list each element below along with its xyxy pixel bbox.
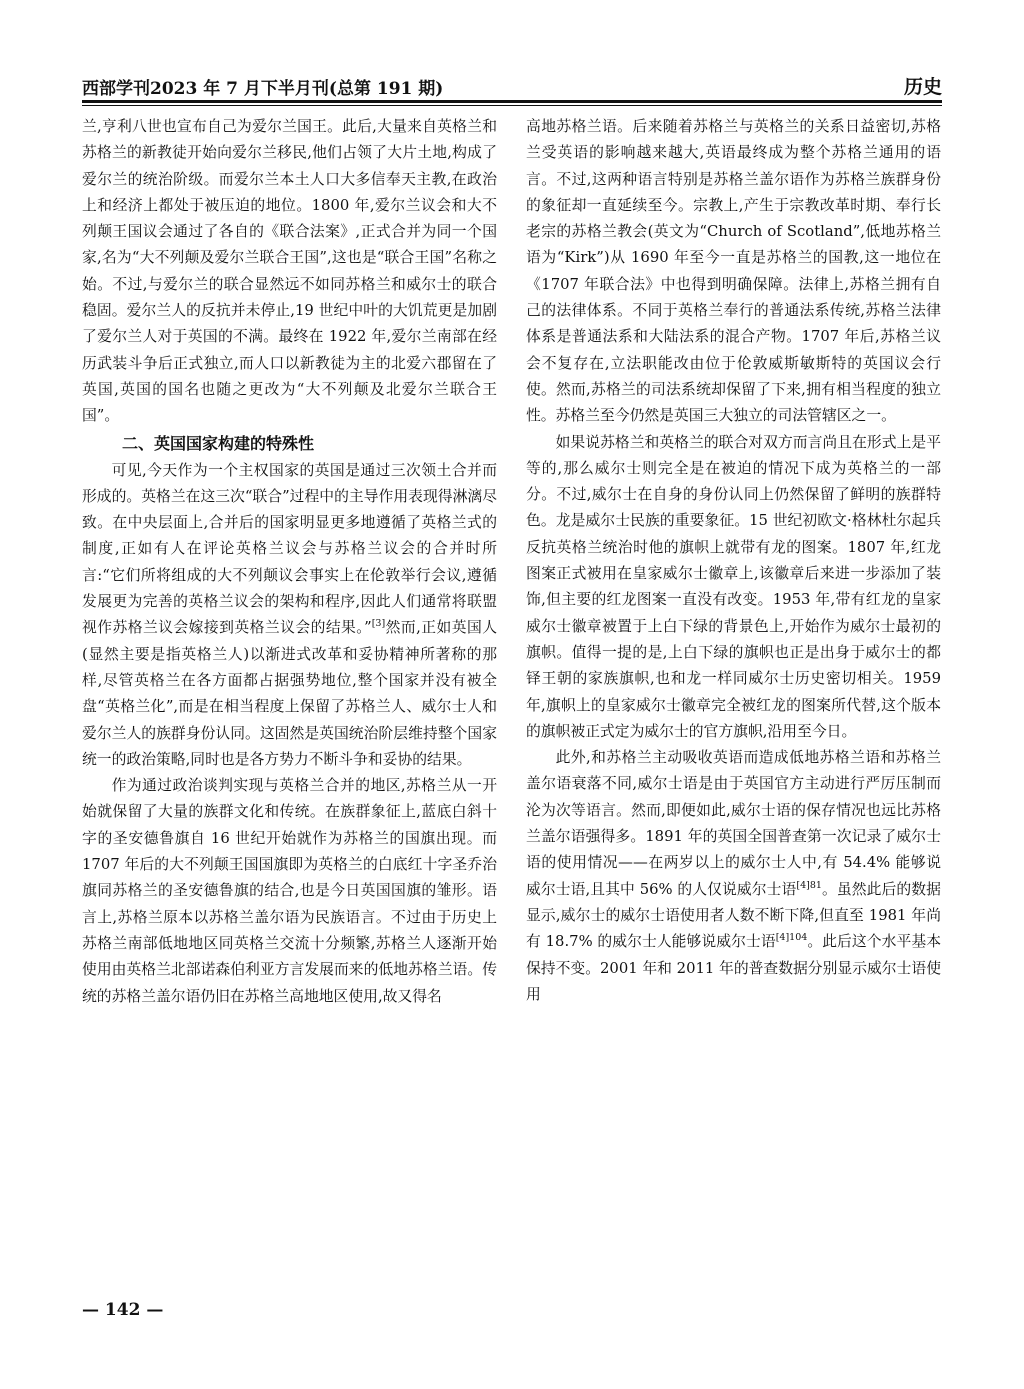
paragraph: 高地苏格兰语。后来随着苏格兰与英格兰的关系日益密切,苏格兰受英语的影响越来越大,英语最终成为整个苏格兰通用的语言。不过,这两种语言特别是苏格兰盖尔语作为苏格兰族群身份的象征却一直延续至今。宗教上,产生于宗教改革时期、奉行长老宗的苏格兰教会(英文为“Church of Scotland”,低地苏格兰语为“Kirk”)从 1690 年至今一直是苏格兰的国教,这一地位在《1707 年联合法》中也得到明确保障。法律上,苏格兰拥有自己的法律体系。不同于英格兰奉行的普通法系传统,苏格兰法律体系是普通法系和大陆法系的混合产物。1707 年后,苏格兰议会不复存在,立法职能改由位于伦敦威斯敏斯特的英国议会行使。然而,苏格兰的司法系统却保留了下来,拥有相当程度的独立性。苏格兰至今仍然是英国三大独立的司法管辖区之一。 <box>526 118 941 425</box>
paragraph: 作为通过政治谈判实现与英格兰合并的地区,苏格兰从一开始就保留了大量的族群文化和传统。在族群象征上,蓝底白斜十字的圣安德鲁旗自 16 世纪开始就作为苏格兰的国旗出现。而 1707 年后的大不列颠王国国旗即为英格兰的白底红十字圣乔治旗同苏格兰的圣安德鲁旗的结合,也是今日英国国旗的雏形。语言上,苏格兰原本以苏格兰盖尔语为民族语言。不过由于历史上苏格兰南部低地地区同英格兰交流十分频繁,苏格兰人逐渐开始使用由英格兰北部诺森伯利亚方言发展而来的低地苏格兰语。传统的苏格兰盖尔语仍旧在苏格兰高地地区使用,故又得名 <box>82 777 497 1005</box>
right-column <box>526 114 941 1008</box>
paragraph-text: 然而,正如英国人(显然主要是指英格兰人)以渐进式改革和妥协精神所著称的那样,尽管英格兰在各方面都占据强势地位,整个国家并没有被全盘“英格兰化”,而是在相当程度上保留了苏格兰人、威尔士人和爱尔兰人的族群身份认同。这固然是英国统治阶层维持整个国家统一的政治策略,同时也是各方势力不断斗争和妥协的结果。 <box>82 619 497 768</box>
page-number: — 142 — <box>82 1300 164 1320</box>
paragraph: 兰,亨利八世也宣布自己为爱尔兰国王。此后,大量来自英格兰和苏格兰的新教徒开始向爱尔兰移民,他们占领了大片土地,构成了爱尔兰的统治阶级。而爱尔兰本土人口大多信奉天主教,在政治上和经济上都处于被压迫的地位。1800 年,爱尔兰议会和大不列颠王国议会通过了各自的《联合法案》,正式合并为同一个国家,名为“大不列颠及爱尔兰联合王国”,这也是“联合王国”名称之始。不过,与爱尔兰的联合显然远不如同苏格兰和威尔士的联合稳固。爱尔兰人的反抗并未停止,19 世纪中叶的大饥荒更是加剧了爱尔兰人对于英国的不满。最终在 1922 年,爱尔兰南部在经历武装斗争后正式独立,而人口以新教徒为主的北爱六郡留在了英国,英国的国名也随之更改为“大不列颠及北爱尔兰联合王国”。 <box>82 118 497 425</box>
paragraph <box>526 745 941 1008</box>
citation-mark: [3] <box>371 618 386 630</box>
section-heading: 二、英国国家构建的特殊性 <box>122 433 315 453</box>
paragraph <box>82 458 497 774</box>
left-column <box>82 114 497 1010</box>
paragraph-text: 此外,和苏格兰主动吸收英语而造成低地苏格兰语和苏格兰盖尔语衰落不同,威尔士语是由于英国官方主动进行严厉压制而沦为次等语言。然而,即便如此,威尔士语的保存情况也远比苏格兰盖尔语强得多。1891 年的英国全国普查第一次记录了威尔士语的使用情况——在两岁以上的威尔士人中,有 54.4% 能够说威尔士语,且其中 56% 的人仅说威尔士语 <box>526 749 941 898</box>
citation-mark: [4]81 <box>796 879 822 891</box>
journal-title: 西部学刊 <box>82 79 150 99</box>
paragraph: 如果说苏格兰和英格兰的联合对双方而言尚且在形式上是平等的,那么威尔士则完全是在被迫的情况下成为英格兰的一部分。不过,威尔士在自身的身份认同上仍然保留了鲜明的族群特色。龙是威尔士民族的重要象征。15 世纪初欧文·格林杜尔起兵反抗英格兰统治时他的旗帜上就带有龙的图案。1807 年,红龙图案正式被用在皇家威尔士徽章上,该徽章后来进一步添加了装饰,但主要的红龙图案一直没有改变。1953 年,带有红龙的皇家威尔士徽章被置于上白下绿的背景色上,开始作为威尔士最初的旗帜。值得一提的是,上白下绿的旗帜也正是出身于威尔士的都铎王朝的家族旗帜,也和龙一样同威尔士历史密切相关。1959 年,旗帜上的皇家威尔士徽章完全被红龙的图案所代替,这个版本的旗帜被正式定为威尔士的官方旗帜,沿用至今日。 <box>526 433 941 740</box>
section-label: 历史 <box>903 76 942 98</box>
paragraph-text: 。虽然此后的数据显示,威尔士的威尔士语使用者人数不断下降,但直至 1981 年尚有 18.7% 的威尔士人能够说威尔士语 <box>526 880 941 951</box>
paragraph-text: 可见,今天作为一个主权国家的英国是通过三次领土合并而形成的。英格兰在这三次“联合”过程中的主导作用表现得淋漓尽致。在中央层面上,合并后的国家明显更多地遵循了英格兰式的制度,正如有人在评论英格兰议会与苏格兰议会的合并时所言:“它们所将组成的大不列颠议会事实上在伦敦举行会议,遵循发展更为完善的英格兰议会的架构和程序,因此人们通常将联盟视作苏格兰议会嫁接到英格兰议会的结果。” <box>82 461 497 637</box>
header-rule-thick <box>82 100 942 103</box>
citation-mark: [4]104 <box>775 932 808 944</box>
paragraph-text: 。此后这个水平基本保持不变。2001 年和 2011 年的普查数据分别显示威尔士语使用 <box>526 933 941 1003</box>
journal-issue-line <box>82 74 443 99</box>
running-header <box>82 72 942 100</box>
issue-info: 2023 年 7 月下半月刊(总第 191 期) <box>150 79 444 99</box>
header-rule-thin <box>82 105 942 106</box>
